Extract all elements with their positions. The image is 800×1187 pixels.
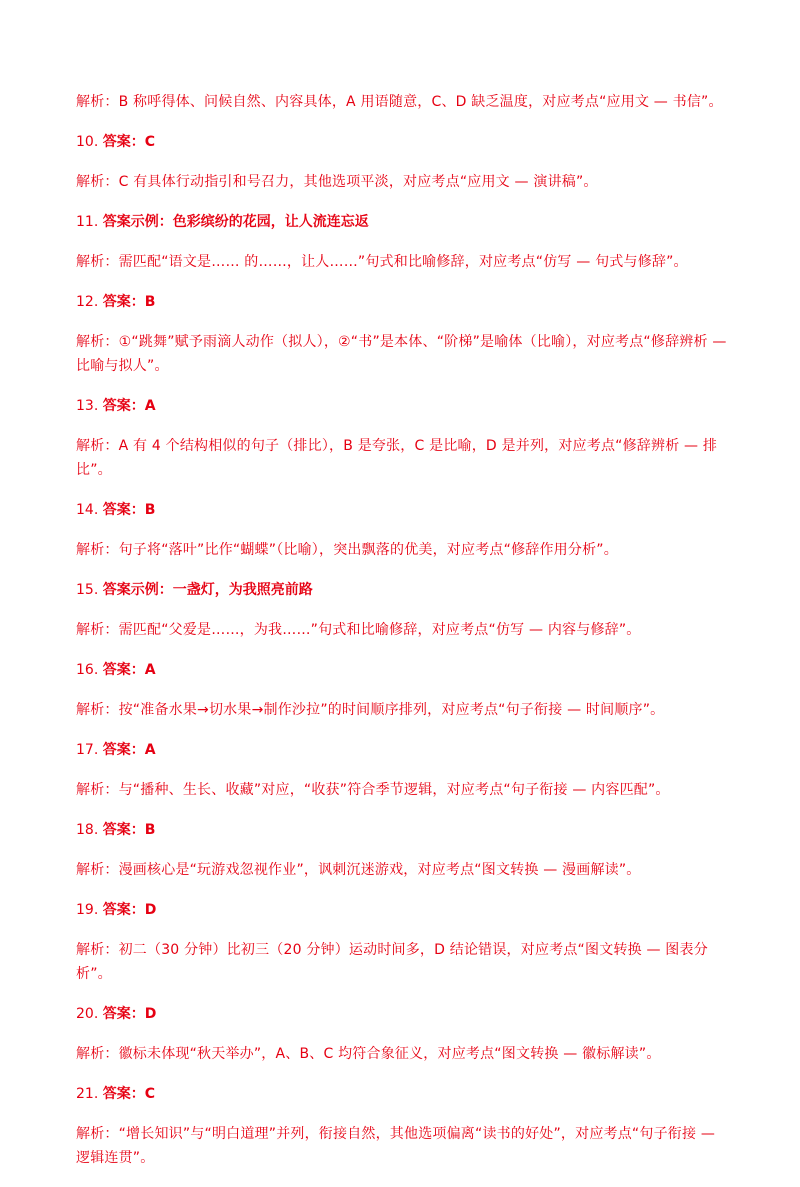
question-number: 14. bbox=[76, 502, 99, 518]
answer-line bbox=[76, 1083, 728, 1105]
answer-item-21 bbox=[76, 1083, 728, 1170]
explanation: 解析：与“播种、生长、收藏”对应，“收获”符合季节逻辑，对应考点“句子衔接 — 内容匹配”。 bbox=[76, 782, 670, 798]
explanation: 解析：A 有 4 个结构相似的句子（排比），B 是夸张，C 是比喻，D 是并列，对应考点“修辞辨析 — 排比”。 bbox=[76, 438, 718, 478]
answer-line bbox=[76, 739, 728, 761]
answer-label: 答案：B bbox=[102, 294, 156, 310]
answer-line bbox=[76, 1003, 728, 1025]
explanation-9: 解析：B 称呼得体、问候自然、内容具体，A 用语随意，C、D 缺乏温度，对应考点“应用文 — 书信”。 bbox=[76, 94, 723, 110]
answer-item-13 bbox=[76, 395, 728, 482]
answer-line bbox=[76, 819, 728, 841]
question-number: 16. bbox=[76, 662, 99, 678]
answer-item-18 bbox=[76, 819, 728, 882]
question-number: 13. bbox=[76, 398, 99, 414]
question-number: 12. bbox=[76, 294, 99, 310]
answer-label: 答案：A bbox=[102, 742, 156, 758]
answer-label: 答案示例：色彩缤纷的花园，让人流连忘返 bbox=[102, 214, 369, 230]
answer-line bbox=[76, 899, 728, 921]
answer-label: 答案：C bbox=[102, 134, 155, 150]
question-number: 17. bbox=[76, 742, 99, 758]
answer-item-12 bbox=[76, 291, 728, 378]
question-number: 20. bbox=[76, 1006, 99, 1022]
answer-key-page bbox=[76, 90, 728, 1187]
answer-item-10 bbox=[76, 131, 728, 194]
answer-label: 答案：B bbox=[102, 822, 156, 838]
question-number: 11. bbox=[76, 214, 99, 230]
explanation: 解析：漫画核心是“玩游戏忽视作业”，讽刺沉迷游戏，对应考点“图文转换 — 漫画解读”。 bbox=[76, 862, 641, 878]
answer-label: 答案：B bbox=[102, 502, 156, 518]
question-number: 21. bbox=[76, 1086, 99, 1102]
answer-label: 答案示例：一盏灯，为我照亮前路 bbox=[102, 582, 313, 598]
answer-label: 答案：A bbox=[102, 398, 156, 414]
explanation: 解析：C 有具体行动指引和号召力，其他选项平淡，对应考点“应用文 — 演讲稿”。 bbox=[76, 174, 598, 190]
answer-line bbox=[76, 291, 728, 313]
answer-label: 答案：C bbox=[102, 1086, 155, 1102]
answer-label: 答案：A bbox=[102, 662, 156, 678]
answer-item-14 bbox=[76, 499, 728, 562]
explanation: 解析：初二（30 分钟）比初三（20 分钟）运动时间多，D 结论错误，对应考点“图文转换 — 图表分析”。 bbox=[76, 942, 708, 982]
explanation: 解析：“增长知识”与“明白道理”并列，衔接自然，其他选项偏离“读书的好处”，对应考点“句子衔接 — 逻辑连贯”。 bbox=[76, 1126, 716, 1166]
answer-item-17 bbox=[76, 739, 728, 802]
explanation: 解析：需匹配“语文是…… 的……，让人……”句式和比喻修辞，对应考点“仿写 — 句式与修辞”。 bbox=[76, 254, 688, 270]
answer-label: 答案：D bbox=[102, 1006, 157, 1022]
question-number: 10. bbox=[76, 134, 99, 150]
answer-item-20 bbox=[76, 1003, 728, 1066]
answer-line bbox=[76, 395, 728, 417]
question-number: 19. bbox=[76, 902, 99, 918]
answer-line bbox=[76, 131, 728, 153]
explanation: 解析：①“跳舞”赋予雨滴人动作（拟人），②“书”是本体、“阶梯”是喻体（比喻），对应考点“修辞辨析 — 比喻与拟人”。 bbox=[76, 334, 727, 374]
answer-item-19 bbox=[76, 899, 728, 986]
answer-item-15 bbox=[76, 579, 728, 642]
answer-line bbox=[76, 211, 728, 233]
explanation: 解析：按“准备水果→切水果→制作沙拉”的时间顺序排列，对应考点“句子衔接 — 时间顺序”。 bbox=[76, 702, 665, 718]
explanation: 解析：需匹配“父爱是……，为我……”句式和比喻修辞，对应考点“仿写 — 内容与修辞”。 bbox=[76, 622, 641, 638]
answer-line bbox=[76, 579, 728, 601]
answer-item-16 bbox=[76, 659, 728, 722]
question-number: 18. bbox=[76, 822, 99, 838]
answer-line bbox=[76, 499, 728, 521]
explanation: 解析：句子将“落叶”比作“蝴蝶”（比喻），突出飘落的优美，对应考点“修辞作用分析”。 bbox=[76, 542, 618, 558]
explanation: 解析：徽标未体现“秋天举办”，A、B、C 均符合象征义，对应考点“图文转换 — 徽标解读”。 bbox=[76, 1046, 661, 1062]
answer-line bbox=[76, 659, 728, 681]
question-number: 15. bbox=[76, 582, 99, 598]
answer-label: 答案：D bbox=[102, 902, 157, 918]
answer-item-11 bbox=[76, 211, 728, 274]
